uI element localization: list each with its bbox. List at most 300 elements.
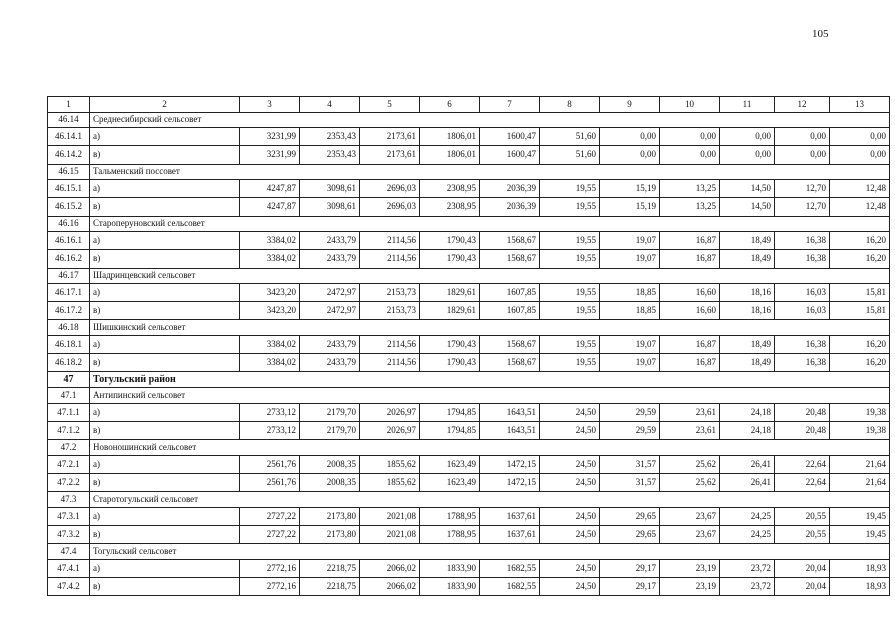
value-cell: 2036,39 [480, 180, 540, 198]
row-label-cell: в) [90, 577, 240, 595]
value-cell: 19,55 [540, 198, 600, 216]
value-cell: 12,70 [775, 180, 830, 198]
value-cell: 13,25 [660, 180, 720, 198]
value-cell: 2353,43 [300, 128, 360, 146]
value-cell: 29,59 [600, 421, 660, 439]
row-label-cell: в) [90, 473, 240, 491]
value-cell: 23,67 [660, 525, 720, 543]
value-cell: 29,65 [600, 507, 660, 525]
data-row [48, 146, 890, 164]
row-label-cell: в) [90, 302, 240, 320]
value-cell: 19,07 [600, 354, 660, 372]
value-cell: 18,16 [720, 284, 775, 302]
value-cell: 2179,70 [300, 403, 360, 421]
value-cell: 12,48 [830, 180, 890, 198]
value-cell: 19,55 [540, 336, 600, 354]
value-cell: 2026,97 [360, 403, 420, 421]
value-cell: 3384,02 [240, 354, 300, 372]
value-cell: 19,55 [540, 284, 600, 302]
value-cell: 0,00 [830, 146, 890, 164]
value-cell: 1790,43 [420, 232, 480, 250]
value-cell: 3384,02 [240, 250, 300, 268]
column-number-cell: 5 [360, 97, 420, 113]
value-cell: 1829,61 [420, 302, 480, 320]
row-code-cell: 47.1.1 [48, 403, 90, 421]
data-row [48, 473, 890, 491]
value-cell: 3423,20 [240, 284, 300, 302]
value-cell: 16,60 [660, 284, 720, 302]
value-cell: 16,20 [830, 232, 890, 250]
data-row [48, 198, 890, 216]
value-cell: 19,38 [830, 403, 890, 421]
section-title-cell: Тальменский поссовет [90, 164, 890, 180]
value-cell: 19,55 [540, 250, 600, 268]
row-label-cell: а) [90, 403, 240, 421]
data-row [48, 232, 890, 250]
value-cell: 2114,56 [360, 232, 420, 250]
row-code-cell: 47.4.2 [48, 577, 90, 595]
value-cell: 2173,80 [300, 507, 360, 525]
row-code-cell: 46.14.2 [48, 146, 90, 164]
row-code-cell: 46.15.1 [48, 180, 90, 198]
value-cell: 2772,16 [240, 559, 300, 577]
value-cell: 15,19 [600, 198, 660, 216]
value-cell: 24,25 [720, 525, 775, 543]
section-title-cell: Староперуновский сельсовет [90, 216, 890, 232]
row-label-cell: а) [90, 180, 240, 198]
value-cell: 4247,87 [240, 180, 300, 198]
row-label-cell: в) [90, 146, 240, 164]
value-cell: 0,00 [600, 146, 660, 164]
value-cell: 1794,85 [420, 403, 480, 421]
row-code-cell: 47.3 [48, 491, 90, 507]
value-cell: 19,45 [830, 525, 890, 543]
row-code-cell: 46.17.1 [48, 284, 90, 302]
row-code-cell: 46.16 [48, 216, 90, 232]
value-cell: 16,38 [775, 336, 830, 354]
value-cell: 1833,90 [420, 559, 480, 577]
row-code-cell: 46.14.1 [48, 128, 90, 146]
value-cell: 2727,22 [240, 525, 300, 543]
value-cell: 31,57 [600, 473, 660, 491]
value-cell: 24,50 [540, 403, 600, 421]
value-cell: 18,49 [720, 336, 775, 354]
value-cell: 1788,95 [420, 507, 480, 525]
value-cell: 2433,79 [300, 250, 360, 268]
column-number-cell: 12 [775, 97, 830, 113]
value-cell: 2026,97 [360, 421, 420, 439]
value-cell: 16,38 [775, 354, 830, 372]
row-code-cell: 46.16.1 [48, 232, 90, 250]
value-cell: 2036,39 [480, 198, 540, 216]
value-cell: 1643,51 [480, 403, 540, 421]
district-row [48, 372, 890, 388]
value-cell: 21,64 [830, 455, 890, 473]
value-cell: 21,64 [830, 473, 890, 491]
value-cell: 24,25 [720, 507, 775, 525]
value-cell: 1643,51 [480, 421, 540, 439]
value-cell: 16,38 [775, 250, 830, 268]
row-label-cell: а) [90, 559, 240, 577]
value-cell: 1833,90 [420, 577, 480, 595]
value-cell: 24,50 [540, 455, 600, 473]
value-cell: 2433,79 [300, 232, 360, 250]
value-cell: 1794,85 [420, 421, 480, 439]
value-cell: 4247,87 [240, 198, 300, 216]
value-cell: 24,50 [540, 421, 600, 439]
row-code-cell: 47.3.2 [48, 525, 90, 543]
value-cell: 3423,20 [240, 302, 300, 320]
value-cell: 1607,85 [480, 302, 540, 320]
section-title-cell: Новоношинский сельсовет [90, 440, 890, 456]
value-cell: 15,81 [830, 284, 890, 302]
value-cell: 3231,99 [240, 128, 300, 146]
row-label-cell: а) [90, 232, 240, 250]
data-row [48, 577, 890, 595]
value-cell: 51,60 [540, 128, 600, 146]
data-row [48, 128, 890, 146]
value-cell: 1600,47 [480, 128, 540, 146]
value-cell: 23,67 [660, 507, 720, 525]
table-body [48, 112, 890, 595]
value-cell: 1472,15 [480, 455, 540, 473]
data-row [48, 403, 890, 421]
value-cell: 19,55 [540, 232, 600, 250]
column-number-row [48, 97, 890, 113]
row-label-cell: в) [90, 250, 240, 268]
value-cell: 3384,02 [240, 336, 300, 354]
data-row [48, 421, 890, 439]
section-row [48, 440, 890, 456]
value-cell: 16,20 [830, 354, 890, 372]
value-cell: 1568,67 [480, 336, 540, 354]
section-row [48, 491, 890, 507]
value-cell: 51,60 [540, 146, 600, 164]
tariff-table-sheet [47, 96, 890, 596]
value-cell: 23,72 [720, 577, 775, 595]
value-cell: 3098,61 [300, 198, 360, 216]
value-cell: 23,19 [660, 577, 720, 595]
value-cell: 2114,56 [360, 336, 420, 354]
row-code-cell: 46.18 [48, 320, 90, 336]
data-row [48, 525, 890, 543]
row-code-cell: 46.18.1 [48, 336, 90, 354]
data-row [48, 455, 890, 473]
value-cell: 16,03 [775, 284, 830, 302]
value-cell: 20,55 [775, 525, 830, 543]
column-number-cell: 11 [720, 97, 775, 113]
tariff-table [47, 96, 890, 596]
data-row [48, 336, 890, 354]
value-cell: 18,85 [600, 284, 660, 302]
value-cell: 1623,49 [420, 455, 480, 473]
value-cell: 19,07 [600, 250, 660, 268]
value-cell: 2008,35 [300, 473, 360, 491]
value-cell: 24,50 [540, 525, 600, 543]
value-cell: 2772,16 [240, 577, 300, 595]
value-cell: 2733,12 [240, 421, 300, 439]
row-label-cell: в) [90, 525, 240, 543]
value-cell: 19,07 [600, 336, 660, 354]
value-cell: 2472,97 [300, 284, 360, 302]
value-cell: 2066,02 [360, 559, 420, 577]
value-cell: 2696,03 [360, 180, 420, 198]
row-code-cell: 46.14 [48, 112, 90, 128]
value-cell: 2353,43 [300, 146, 360, 164]
value-cell: 2561,76 [240, 455, 300, 473]
value-cell: 1637,61 [480, 507, 540, 525]
value-cell: 20,48 [775, 421, 830, 439]
value-cell: 16,87 [660, 354, 720, 372]
value-cell: 19,55 [540, 180, 600, 198]
value-cell: 1637,61 [480, 525, 540, 543]
value-cell: 23,61 [660, 403, 720, 421]
column-number-cell: 4 [300, 97, 360, 113]
value-cell: 1790,43 [420, 250, 480, 268]
row-label-cell: в) [90, 421, 240, 439]
value-cell: 24,50 [540, 559, 600, 577]
section-title-cell: Антипинский сельсовет [90, 388, 890, 404]
column-number-cell: 6 [420, 97, 480, 113]
value-cell: 20,04 [775, 577, 830, 595]
value-cell: 2021,08 [360, 525, 420, 543]
district-title-cell: Тогульский район [90, 372, 890, 388]
value-cell: 2472,97 [300, 302, 360, 320]
row-code-cell: 46.18.2 [48, 354, 90, 372]
value-cell: 25,62 [660, 455, 720, 473]
value-cell: 16,87 [660, 250, 720, 268]
value-cell: 18,49 [720, 250, 775, 268]
value-cell: 12,70 [775, 198, 830, 216]
value-cell: 18,85 [600, 302, 660, 320]
value-cell: 19,55 [540, 354, 600, 372]
value-cell: 18,16 [720, 302, 775, 320]
value-cell: 12,48 [830, 198, 890, 216]
value-cell: 1568,67 [480, 354, 540, 372]
value-cell: 1623,49 [420, 473, 480, 491]
value-cell: 16,87 [660, 336, 720, 354]
value-cell: 2433,79 [300, 336, 360, 354]
row-code-cell: 47.2 [48, 440, 90, 456]
value-cell: 1682,55 [480, 559, 540, 577]
value-cell: 25,62 [660, 473, 720, 491]
value-cell: 1568,67 [480, 250, 540, 268]
value-cell: 2308,95 [420, 198, 480, 216]
row-label-cell: а) [90, 507, 240, 525]
section-title-cell: Тогульский сельсовет [90, 543, 890, 559]
row-code-cell: 47.1.2 [48, 421, 90, 439]
data-row [48, 354, 890, 372]
value-cell: 1472,15 [480, 473, 540, 491]
value-cell: 15,81 [830, 302, 890, 320]
value-cell: 16,60 [660, 302, 720, 320]
value-cell: 0,00 [600, 128, 660, 146]
value-cell: 2153,73 [360, 302, 420, 320]
value-cell: 23,19 [660, 559, 720, 577]
row-code-cell: 46.15.2 [48, 198, 90, 216]
value-cell: 2173,61 [360, 146, 420, 164]
value-cell: 19,45 [830, 507, 890, 525]
data-row [48, 250, 890, 268]
value-cell: 18,49 [720, 354, 775, 372]
value-cell: 15,19 [600, 180, 660, 198]
section-title-cell: Шишкинский сельсовет [90, 320, 890, 336]
value-cell: 1806,01 [420, 146, 480, 164]
row-code-cell: 47.1 [48, 388, 90, 404]
column-number-cell: 10 [660, 97, 720, 113]
column-number-cell: 8 [540, 97, 600, 113]
value-cell: 1855,62 [360, 473, 420, 491]
section-title-cell: Среднесибирский сельсовет [90, 112, 890, 128]
value-cell: 2733,12 [240, 403, 300, 421]
value-cell: 2114,56 [360, 250, 420, 268]
value-cell: 2218,75 [300, 559, 360, 577]
value-cell: 0,00 [660, 146, 720, 164]
section-title-cell: Шадринцевский сельсовет [90, 268, 890, 284]
row-code-cell: 46.17 [48, 268, 90, 284]
value-cell: 2696,03 [360, 198, 420, 216]
row-code-cell: 47.2.2 [48, 473, 90, 491]
value-cell: 1855,62 [360, 455, 420, 473]
value-cell: 23,61 [660, 421, 720, 439]
value-cell: 1790,43 [420, 354, 480, 372]
value-cell: 2173,80 [300, 525, 360, 543]
value-cell: 0,00 [775, 146, 830, 164]
value-cell: 29,65 [600, 525, 660, 543]
row-label-cell: в) [90, 198, 240, 216]
value-cell: 18,49 [720, 232, 775, 250]
value-cell: 0,00 [775, 128, 830, 146]
section-row [48, 268, 890, 284]
value-cell: 24,18 [720, 421, 775, 439]
column-number-cell: 9 [600, 97, 660, 113]
row-code-cell: 46.17.2 [48, 302, 90, 320]
value-cell: 2727,22 [240, 507, 300, 525]
value-cell: 23,72 [720, 559, 775, 577]
section-row [48, 543, 890, 559]
value-cell: 2008,35 [300, 455, 360, 473]
row-label-cell: а) [90, 128, 240, 146]
row-code-cell: 47.2.1 [48, 455, 90, 473]
value-cell: 2433,79 [300, 354, 360, 372]
value-cell: 3098,61 [300, 180, 360, 198]
value-cell: 0,00 [720, 128, 775, 146]
value-cell: 29,17 [600, 559, 660, 577]
column-number-cell: 13 [830, 97, 890, 113]
value-cell: 31,57 [600, 455, 660, 473]
section-row [48, 112, 890, 128]
value-cell: 16,20 [830, 250, 890, 268]
value-cell: 24,50 [540, 507, 600, 525]
value-cell: 29,17 [600, 577, 660, 595]
column-number-cell: 7 [480, 97, 540, 113]
row-code-cell: 47.3.1 [48, 507, 90, 525]
value-cell: 1806,01 [420, 128, 480, 146]
value-cell: 24,50 [540, 473, 600, 491]
value-cell: 26,41 [720, 473, 775, 491]
data-row [48, 284, 890, 302]
row-label-cell: а) [90, 336, 240, 354]
value-cell: 13,25 [660, 198, 720, 216]
value-cell: 20,48 [775, 403, 830, 421]
value-cell: 26,41 [720, 455, 775, 473]
value-cell: 0,00 [720, 146, 775, 164]
value-cell: 24,50 [540, 577, 600, 595]
page-number: 105 [812, 28, 829, 40]
data-row [48, 302, 890, 320]
section-row [48, 164, 890, 180]
row-code-cell: 46.15 [48, 164, 90, 180]
value-cell: 22,64 [775, 473, 830, 491]
value-cell: 2561,76 [240, 473, 300, 491]
value-cell: 14,50 [720, 198, 775, 216]
column-number-cell: 3 [240, 97, 300, 113]
value-cell: 2114,56 [360, 354, 420, 372]
value-cell: 16,87 [660, 232, 720, 250]
row-code-cell: 46.16.2 [48, 250, 90, 268]
value-cell: 18,93 [830, 577, 890, 595]
value-cell: 1790,43 [420, 336, 480, 354]
value-cell: 19,07 [600, 232, 660, 250]
value-cell: 16,03 [775, 302, 830, 320]
value-cell: 19,38 [830, 421, 890, 439]
section-row [48, 320, 890, 336]
value-cell: 1600,47 [480, 146, 540, 164]
value-cell: 1788,95 [420, 525, 480, 543]
row-code-cell: 47.4 [48, 543, 90, 559]
value-cell: 2153,73 [360, 284, 420, 302]
value-cell: 20,04 [775, 559, 830, 577]
value-cell: 16,38 [775, 232, 830, 250]
row-label-cell: в) [90, 354, 240, 372]
value-cell: 2021,08 [360, 507, 420, 525]
value-cell: 1607,85 [480, 284, 540, 302]
value-cell: 29,59 [600, 403, 660, 421]
row-label-cell: а) [90, 284, 240, 302]
value-cell: 19,55 [540, 302, 600, 320]
section-row [48, 216, 890, 232]
data-row [48, 559, 890, 577]
value-cell: 0,00 [830, 128, 890, 146]
value-cell: 3384,02 [240, 232, 300, 250]
value-cell: 2218,75 [300, 577, 360, 595]
value-cell: 2173,61 [360, 128, 420, 146]
data-row [48, 180, 890, 198]
value-cell: 22,64 [775, 455, 830, 473]
data-row [48, 507, 890, 525]
value-cell: 14,50 [720, 180, 775, 198]
value-cell: 18,93 [830, 559, 890, 577]
value-cell: 20,55 [775, 507, 830, 525]
value-cell: 24,18 [720, 403, 775, 421]
row-label-cell: а) [90, 455, 240, 473]
value-cell: 2179,70 [300, 421, 360, 439]
value-cell: 2066,02 [360, 577, 420, 595]
value-cell: 1682,55 [480, 577, 540, 595]
value-cell: 0,00 [660, 128, 720, 146]
value-cell: 16,20 [830, 336, 890, 354]
row-code-cell: 47.4.1 [48, 559, 90, 577]
value-cell: 1829,61 [420, 284, 480, 302]
section-row [48, 388, 890, 404]
section-title-cell: Старотогульский сельсовет [90, 491, 890, 507]
row-code-cell: 47 [48, 372, 90, 388]
value-cell: 3231,99 [240, 146, 300, 164]
value-cell: 2308,95 [420, 180, 480, 198]
column-number-cell: 1 [48, 97, 90, 113]
column-number-cell: 2 [90, 97, 240, 113]
value-cell: 1568,67 [480, 232, 540, 250]
